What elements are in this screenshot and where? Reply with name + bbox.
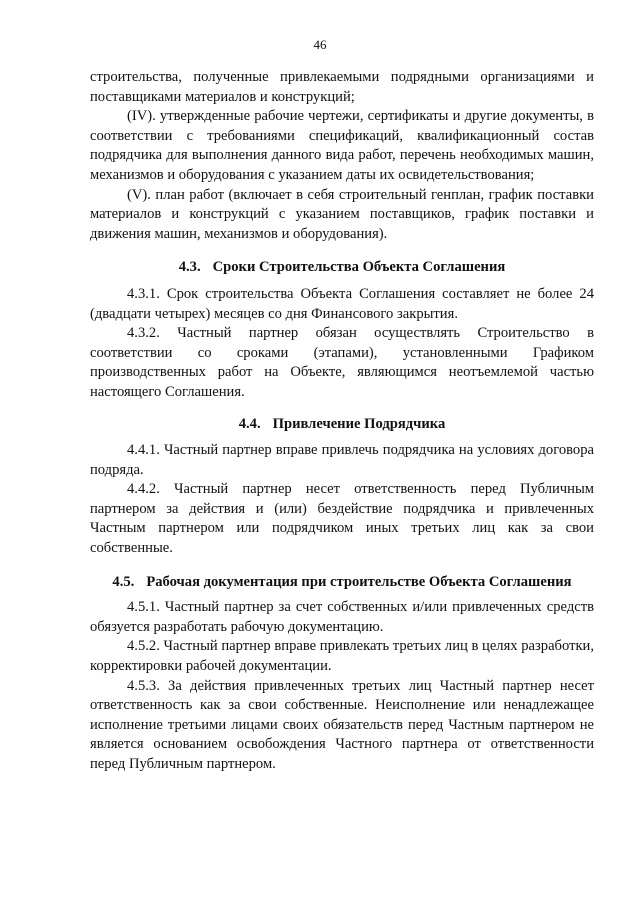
paragraph-4-3-2: 4.3.2. Частный партнер обязан осуществлять Строительство в соответствии со сроками (этапами), установленными Графиком производственных работ на Объекте, являющимся неотъемлемой частью настоящего Соглашения. xyxy=(90,325,594,400)
section-heading-4-4 xyxy=(90,415,594,435)
section-number: 4.5. xyxy=(112,573,135,590)
paragraph-4-4-2: 4.4.2. Частный партнер несет ответственность перед Публичным партнером за действия и (или) бездействие подрядчика и привлеченных Частным партнером или подрядчиком иных третьих лиц как за свои собственные. xyxy=(90,481,594,557)
paragraph-4-3-1: 4.3.1. Срок строительства Объекта Соглашения составляет не более 24 (двадцати четырех) месяцев со дня Финансового закрытия. xyxy=(90,285,594,322)
paragraph-4-4-1: 4.4.1. Частный партнер вправе привлечь подрядчика на условиях договора подряда. xyxy=(90,442,594,478)
section-title: Привлечение Подрядчика xyxy=(272,415,446,432)
paragraph-item-iv: (IV). утвержденные рабочие чертежи, сертификаты и другие документы, в соответствии с требованиями спецификаций, квалификационный состав подрядчика для выполнения данного вида работ, перечень необходимых машин, механизмов и оборудования с указанием даты их освидетельствования; xyxy=(90,108,594,183)
section-number: 4.4. xyxy=(238,415,261,432)
page-content xyxy=(90,68,594,775)
paragraph-4-5-2: 4.5.2. Частный партнер вправе привлекать третьих лиц в целях разработки, корректировки рабочей документации. xyxy=(90,638,595,675)
paragraph-4-5-3: 4.5.3. За действия привлеченных третьих лиц Частный партнер несет ответственность как за свои собственные. Неисполнение или ненадлежащее исполнение третьими лицами своих обязательств перед Частным партнером не является основанием освобождения Частного партнера от ответственности перед Публичным партнером. xyxy=(90,677,594,772)
section-title: Сроки Строительства Объекта Соглашения xyxy=(212,259,506,276)
page-number: 46 xyxy=(313,37,327,52)
section-number: 4.3. xyxy=(178,259,201,276)
paragraph-continuation: строительства, полученные привлекаемыми подрядными организациями и поставщиками материалов и конструкций; xyxy=(90,69,594,105)
paragraph-item-v: (V). план работ (включает в себя строительный генплан, график поставки материалов и конструкций с указанием поставщиков, график поставки и движения машин, механизмов и оборудования). xyxy=(90,186,594,242)
section-title: Рабочая документация при строительстве Объекта Соглашения xyxy=(146,573,572,590)
section-heading-4-5 xyxy=(90,573,594,593)
section-heading-4-3 xyxy=(90,258,594,278)
paragraph-4-5-1: 4.5.1. Частный партнер за счет собственных и/или привлеченных средств обязуется разработать рабочую документацию. xyxy=(90,599,594,635)
